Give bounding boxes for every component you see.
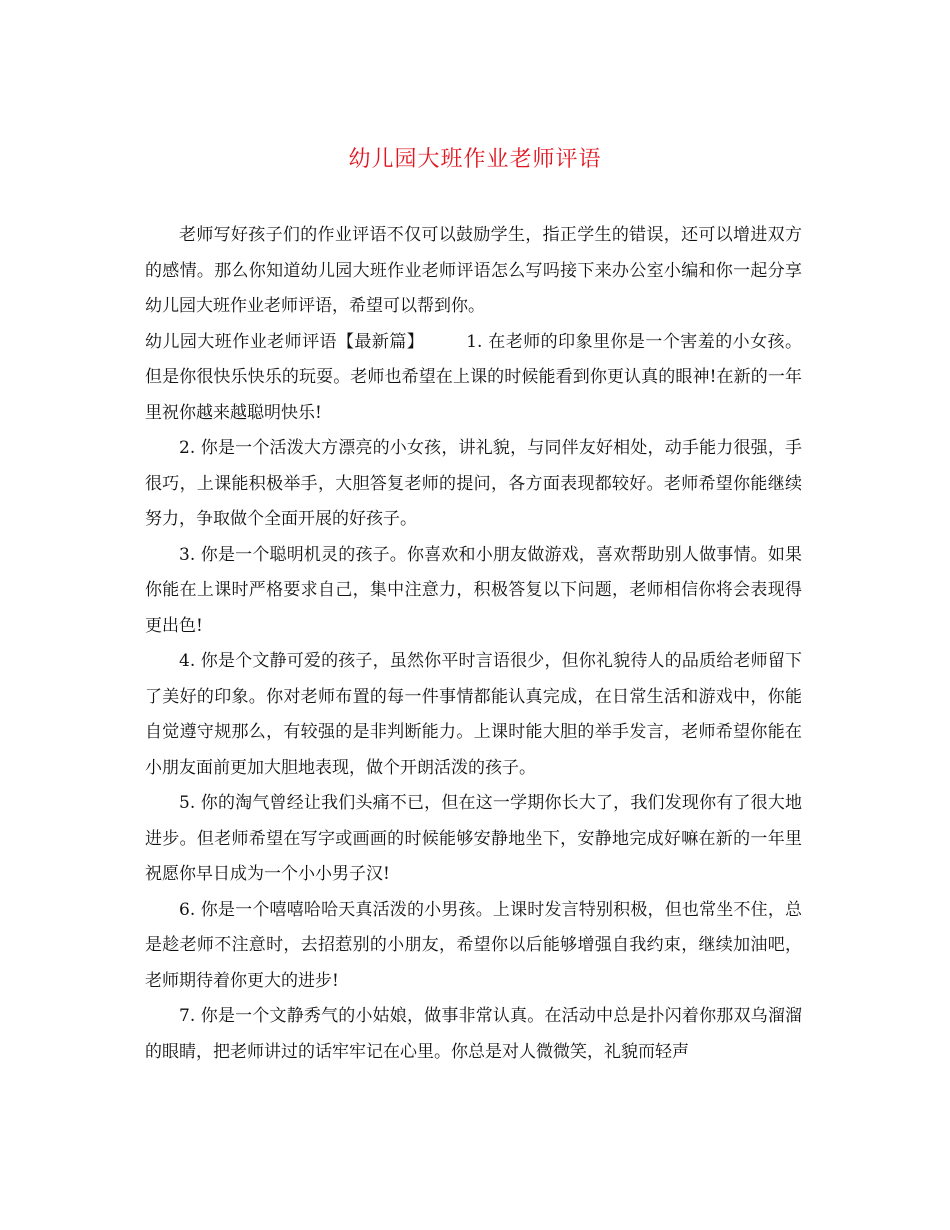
comment-paragraph-3: 3. 你是一个聪明机灵的孩子。你喜欢和小朋友做游戏，喜欢帮助别人做事情。如果你能在上课时严格要求自己，集中注意力，积极答复以下问题，老师相信你将会表现得更出色! — [145, 544, 802, 636]
comment-paragraph-2: 2. 你是一个活泼大方漂亮的小女孩，讲礼貌，与同伴友好相处，动手能力很强，手很巧，上课能积极举手，大胆答复老师的提问，各方面表现都较好。老师希望你能继续努力，争取做个全面开展的好孩子。 — [145, 438, 802, 529]
comment-paragraph-4: 4. 你是个文静可爱的孩子，虽然你平时言语很少，但你礼貌待人的品质给老师留下了美好的印象。你对老师布置的每一件事情都能认真完成，在日常生活和游戏中，你能自觉遵守规那么，有较强的是非判断能力。上课时能大胆的举手发言，老师希望你能在小朋友面前更加大胆地表现，做个开朗活泼的孩子。 — [145, 651, 802, 778]
comment-paragraph-7: 7. 你是一个文静秀气的小姑娘，做事非常认真。在活动中总是扑闪着你那双乌溜溜的眼睛，把老师讲过的话牢牢记在心里。你总是对人微微笑，礼貌而轻声 — [145, 1006, 802, 1062]
intro-paragraph: 老师写好孩子们的作业评语不仅可以鼓励学生，指正学生的错误，还可以增进双方的感情。那么你知道幼儿园大班作业老师评语怎么写吗接下来办公室小编和你一起分享幼儿园大班作业老师评语，希望可以帮到你。 — [145, 225, 802, 316]
comment-paragraph-6: 6. 你是一个嘻嘻哈哈天真活泼的小男孩。上课时发言特别积极，但也常坐不住，总是趁老师不注意时，去招惹别的小朋友，希望你以后能够增强自我约束，继续加油吧，老师期待着你更大的进步! — [145, 899, 802, 991]
comment-paragraph-5: 5. 你的淘气曾经让我们头痛不已，但在这一学期你长大了，我们发现你有了很大地进步。但老师希望在写字或画画的时候能够安静地坐下，安静地完成好嘛在新的一年里祝愿你早日成为一个小小男子汉! — [145, 793, 802, 884]
comment-text-1: 1. 在老师的印象里你是一个害羞的小女孩。但是你很快乐快乐的玩耍。老师也希望在上课的时候能看到你更认真的眼神!在新的一年里祝你越来越聪明快乐! — [145, 331, 802, 423]
comment-paragraph-1 — [145, 325, 802, 432]
section-heading: 幼儿园大班作业老师评语【最新篇】 — [145, 331, 425, 352]
document-body — [145, 218, 802, 1070]
document-title: 幼儿园大班作业老师评语 — [348, 147, 602, 172]
